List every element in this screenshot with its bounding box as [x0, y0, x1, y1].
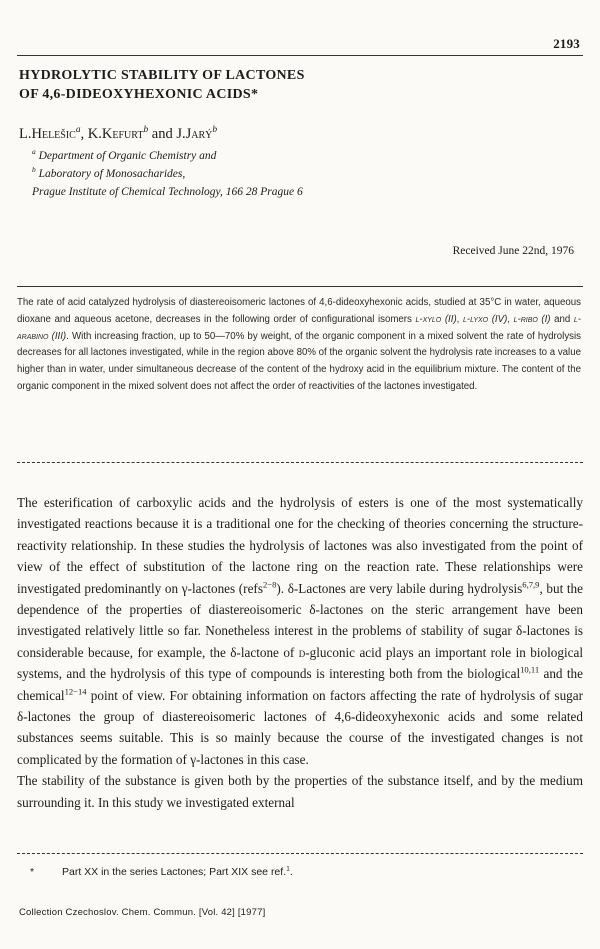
affiliations — [32, 147, 303, 201]
article-title — [19, 66, 579, 104]
isomer-ribo: l-ribo (I) — [513, 313, 551, 325]
body-paragraph-2: The stability of the substance is given both by the properties of the substance itself, and by the medium surrounding it. In this study we investigated external — [17, 773, 583, 810]
isomer-arabino: l-arabino (III) — [17, 313, 582, 342]
abstract: The rate of acid catalyzed hydrolysis of diastereoisomeric lactones of 4,6-dideoxyhexonic acids, studied at 35°C in water, aqueous dioxane and aqueous acetone, decreases in the following order of configurational isomers l-xylo (II), l-lyxo (IV), l-ribo (I) and l-arabino (III). With increasing fraction, up to 50—70% by weight, of the organic component in a mixed solvent the rate of hydrolysis decreases for all lactones investigated, while in the region above 80% of the organic solvent the hydrolysis rate increases to a value higher than in water, under simultaneous decrease of the content of the hydroxy acid in the equilibrium mixture. The content of the organic component in the mixed solvent does not affect the order of reactivities of the lactones investigated. — [17, 297, 582, 392]
isomer-xylo: l-xylo (II) — [415, 313, 457, 325]
title-line-2: OF 4,6-DIDEOXYHEXONIC ACIDS* — [19, 87, 259, 102]
abstract-bottom-rule — [17, 462, 583, 463]
body-paragraph-1: The esterification of carboxylic acids and the hydrolysis of esters is one of the most systematically investigated reactions because it is a traditional one for the checking of theories concerning the structure-reactivity relationship. In these studies the hydrolysis of lactones was also investigated from the point of view of the effect of substitution of the lactone ring on the reaction rate. These relationships were investigated predominantly on γ-lactones (refs$^{2-8}$). δ-Lactones are very labile during hydrolysis$^{6,7,9}$, but the dependence of the properties of diastereoisomeric δ-lactones on the steric arrangement have been investigated relatively little so far. Nonetheless interest in the problems of stability of sugar δ-lactones is considerable because, for example, the δ-lactone of d-gluconic acid plays an important role in biological systems, and the hydrolysis of this type of compounds is interesting both from the biological$^{10,11}$ and the chemical$^{12-14}$ point of view. For obtaining information on factors affecting the rate of hydrolysis of sugar δ-lactones the group of diastereoisomeric lactones of 4,6-dideoxyhexonic acids and some related substances seems suitable. This is so mainly because the course of the investigated changes is not complicated by the formation of γ-lactones in this case. — [17, 495, 583, 767]
received-date: Received June 22nd, 1976 — [452, 245, 574, 257]
affiliation-institute: Prague Institute of Chemical Technology, 166 28 Prague 6 — [32, 186, 303, 198]
author-list: L.Helešic$^a$, K.Kefurt$^b$ and J.Jarý$^b$ — [19, 125, 218, 142]
journal-citation: Collection Czechoslov. Chem. Commun. [Vol. 42] [1977] — [19, 907, 266, 918]
affiliation-a: $^a$ Department of Organic Chemistry and — [32, 147, 217, 162]
footnote-rule — [17, 853, 583, 854]
author-2: K.Kefurt$^b$ — [87, 125, 149, 142]
body-text — [17, 492, 583, 813]
author-1: L.Helešic$^a$ — [19, 125, 81, 142]
page-number: 2193 — [553, 36, 580, 51]
isomer-lyxo: l-lyxo (IV) — [462, 313, 508, 325]
affiliation-b: $^b$ Laboratory of Monosacharides, — [32, 165, 186, 180]
author-3: J.Jarý$^b$ — [176, 125, 218, 142]
abstract-top-rule — [17, 286, 583, 287]
title-line-1: HYDROLYTIC STABILITY OF LACTONES — [19, 68, 305, 83]
footnote: * Part XX in the series Lactones; Part XIX see ref.$^1$. — [30, 865, 293, 878]
header-rule — [17, 55, 583, 56]
